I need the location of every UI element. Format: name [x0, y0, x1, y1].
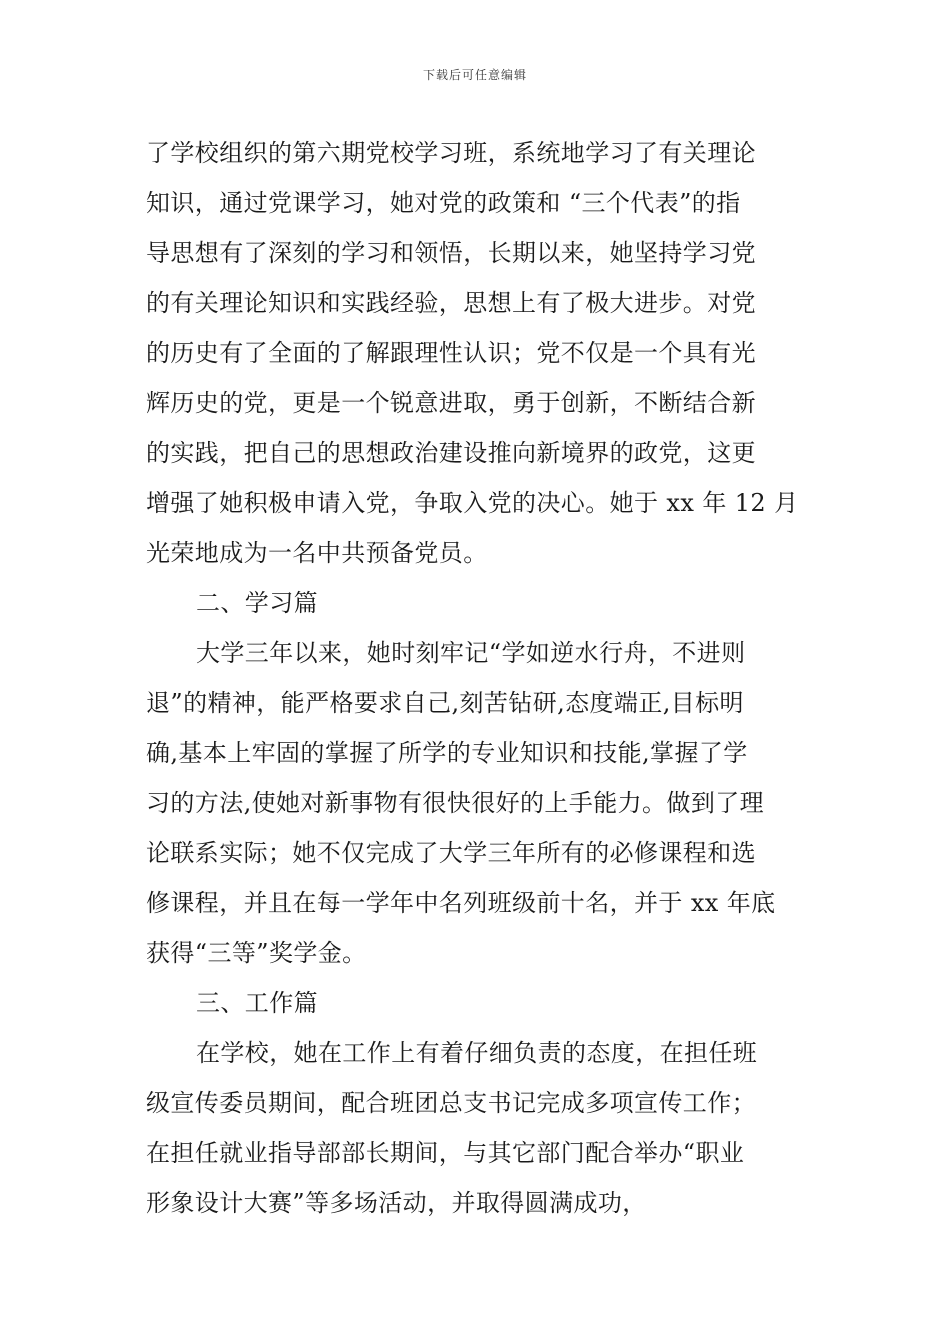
- text-line: 的有关理论知识和实践经验，思想上有了极大进步。对党: [146, 289, 756, 317]
- text-line: 增强了她积极申请入党，争取入党的决心。她于 xx 年 12 月: [146, 489, 799, 517]
- text-line: 辉历史的党，更是一个锐意进取，勇于创新，不断结合新: [146, 389, 756, 417]
- text-line: 大学三年以来，她时刻牢记“学如逆水行舟，不进则: [196, 639, 746, 667]
- text-line: 的实践，把自己的思想政治建设推向新境界的政党，这更: [146, 439, 756, 467]
- text-line: 在学校，她在工作上有着仔细负责的态度，在担任班: [196, 1039, 758, 1067]
- text-line: 修课程，并且在每一学年中名列班级前十名，并于 xx 年底: [146, 889, 776, 917]
- text-line: 导思想有了深刻的学习和领悟，长期以来，她坚持学习党: [146, 239, 756, 267]
- text-line: 了学校组织的第六期党校学习班，系统地学习了有关理论: [146, 139, 756, 167]
- text-line: 习的方法,使她对新事物有很快很好的上手能力。做到了理: [146, 789, 765, 817]
- text-line: 级宣传委员期间，配合班团总支书记完成多项宣传工作；: [146, 1089, 756, 1117]
- text-line: 在担任就业指导部部长期间，与其它部门配合举办“职业: [146, 1139, 745, 1167]
- text-line: 光荣地成为一名中共预备党员。: [146, 539, 488, 567]
- text-line: 知识，通过党课学习，她对党的政策和 “三个代表”的指: [146, 189, 741, 217]
- header-note: 下载后可任意编辑: [422, 68, 527, 82]
- text-line: 形象设计大赛”等多场活动，并取得圆满成功，: [146, 1189, 647, 1217]
- text-line: 的历史有了全面的了解跟理性认识；党不仅是一个具有光: [146, 339, 756, 367]
- section-heading-work: 三、工作篇: [196, 989, 318, 1017]
- text-line: 获得“三等”奖学金。: [146, 939, 367, 967]
- section-heading-study: 二、学习篇: [196, 589, 318, 617]
- document-body: [146, 128, 810, 1228]
- text-line: 退”的精神，能严格要求自己,刻苦钻研,态度端正,目标明: [146, 689, 744, 717]
- text-line: 论联系实际；她不仅完成了大学三年所有的必修课程和选: [146, 839, 756, 867]
- text-line: 确,基本上牢固的掌握了所学的专业知识和技能,掌握了学: [146, 739, 748, 767]
